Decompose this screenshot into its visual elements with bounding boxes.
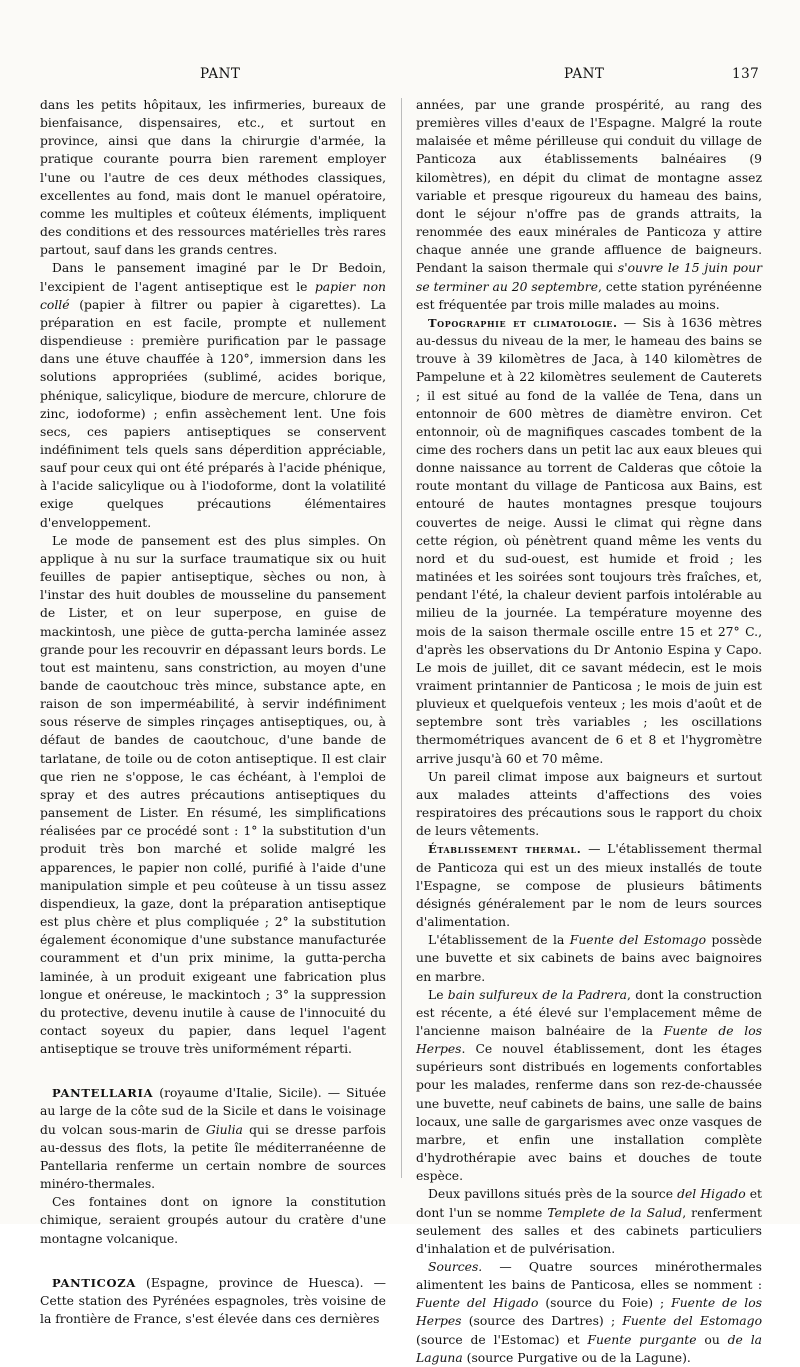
page-number: 137 (732, 66, 760, 82)
section-sources: Sources. — Quatre sources minérothermales alimentent les bains de Panticosa, elles se nomment : Fuente del Higado (source du Foie) ; Fuente de los Herpes (source des Dartres) ; Fuente del Estomago (source de l'Estomac) et Fuente purgante ou de la Laguna (source Purgative ou de la Lagune). (416, 1260, 763, 1365)
paragraph: L'établissement de la Fuente del Estomago possède une buvette et six cabinets de bains avec baignoires en marbre. (416, 933, 762, 984)
emphasis: s'ouvre le 15 juin pour se terminer au 20 septembre (416, 261, 762, 294)
section-heading: Topographie et climatologie. (428, 315, 618, 330)
paragraph: Le bain sulfureux de la Padrera, dont la construction est récente, a été élevé sur l'emplacement même de l'ancienne maison balnéaire de la Fuente de los Herpes. Ce nouvel établissement, dont les étages supérieurs sont distribués en logements confortables pour les malades, renferme dans son rez-de-chaussée une buvette, neuf cabinets de bains, une salle de bains locaux, une salle de gargarismes avec onze vasques de marbre, et enfin une installation complète d'hydrothérapie avec bains et douches de toute espèce. (416, 987, 762, 1184)
section-establishment: Établissement thermal. — L'établissement thermal de Panticoza qui est un des mieux installés de toute l'Espagne, se compose de plusieurs bâtiments désignés généralement par le nom de leurs sources d'alimentation. (416, 842, 762, 930)
emphasis: Giulia (205, 1122, 243, 1137)
right-column (416, 96, 762, 1367)
entry-headword: PANTELLARIA (52, 1086, 154, 1101)
paragraph: Ces fontaines dont on ignore la constitution chimique, seraient groupés autour du cratère d'une montagne volcanique. (40, 1195, 386, 1246)
emphasis: Fuente del Estomago (569, 933, 707, 948)
paragraph: Dans le pansement imaginé par le Dr Bedoin, l'excipient de l'agent antiseptique est le papier non collé (papier à filtrer ou papier à cigarettes). La préparation en est facile, prompte et nullement dispendieuse : première purification par le passage dans une étuve chauffée à 120°, immersion dans les solutions appropriées (sublimé, acides borique, phénique, salicylique, biodure de mercure, chlorure de zinc, iodoforme) ; enfin assèchement lent. Une fois secs, ces papiers antiseptiques se conservent indéfiniment tels quels sans déperdition appréciable, sauf pour ceux qui ont été préparés à l'acide phénique, à l'acide salicylique ou à l'iodoforme, dont la volatilité exige quelques précautions élémentaires d'enveloppement. (40, 261, 386, 530)
emphasis: del Higado (677, 1187, 746, 1202)
paragraph: dans les petits hôpitaux, les infirmeries, bureaux de bienfaisance, dispensaires, etc., et surtout en province, ainsi que dans la chirurgie d'armée, la pratique courante pourra bien rarement employer l'une ou l'autre de ces deux méthodes classiques, excellentes au fond, mais dont le manuel opératoire, comme les multiples et coûteux éléments, impliquent des conditions et des ressources matérielles très rares partout, sauf dans les grands centres. (40, 98, 386, 258)
paragraph: Un pareil climat impose aux baigneurs et surtout aux malades atteints d'affections des voies respiratoires des précautions sous le rapport du choix de leurs vêtements. (416, 769, 762, 839)
left-column (40, 96, 386, 1328)
section-topography: Topographie et climatologie. — Sis à 1636 mètres au-dessus du niveau de la mer, le hameau des bains se trouve à 39 kilomètres de Jaca, à 140 kilomètres de Pampelune et à 22 kilomètres seulement de Cauterets ; il est situé au fond de la vallée de Tena, dans un entonnoir de 600 mètres de diamètre environ. Cet entonnoir, où de magnifiques cascades tombent de la cime des rochers dans un petit lac aux eaux bleues qui donne naissance au torrent de Calderas que côtoie la route montant du village de Panticosa aux Bains, est entouré de hautes montagnes presque toujours couvertes de neige. Aussi le climat qui règne dans cette région, où pénètrent quand même les vents du nord et du sud-ouest, est humide et froid ; les matinées et les soirées sont toujours très fraîches, et, pendant l'été, la chaleur devient parfois intolérable au milieu de la journée. La température moyenne des mois de la saison thermale oscille entre 15 et 27° C., d'après les observations du Dr Antonio Espina y Capo. Le mois de juillet, dit ce savant médecin, est le mois vraiment printannier de Panticosa ; le mois de juin est pluvieux et quelquefois venteux ; les mois d'août et de septembre sont très variables ; les oscillations thermométriques avancent de 6 et 8 et l'hygromètre arrive jusqu'à 60 et 70 même. (416, 315, 762, 766)
paragraph: Deux pavillons situés près de la source del Higado et dont l'un se nomme Templete de la Salud, renferment seulement des salles et des cabinets particuliers d'inhalation et de pulvérisation. (416, 1187, 763, 1256)
running-head-right: PANT (564, 66, 605, 82)
emphasis: bain sulfureux de la Padrera (447, 987, 627, 1002)
paragraph: Le mode de pansement est des plus simples. On applique à nu sur la surface traumatique six ou huit feuilles de papier antiseptique, sèches ou non, à l'instar des huit doubles de mousseline du pansement de Lister, et on leur superpose, en guise de mackintosh, une pièce de gutta-percha laminée assez grande pour les recouvrir en dépassant leurs bords. Le tout est maintenu, sans constriction, au moyen d'une bande de caoutchouc très mince, substance apte, en raison de son imperméabilité, à servir indéfiniment sous réserve de simples rinçages antiseptiques, ou, à défaut de bandes de caoutchouc, d'une bande de tarlatane, de toile ou de coton antiseptique. Il est clair que rien ne s'oppose, le cas échéant, à l'emploi de spray et des autres précautions antiseptiques du pansement de Lister. En résumé, les simplifications réalisées par ce procédé sont : 1° la substitution d'un produit très bon marché et solide malgré les apparences, le papier non collé, purifié à l'aide d'une manipulation simple et peu coûteuse à un tissu assez dispendieux, la gaze, dont la préparation antiseptique est plus chère et plus compliquée ; 2° la substitution également économique d'une substance manufacturée couramment et d'un prix minime, la gutta-percha laminée, à un produit exigeant une fabrication plus longue et onéreuse, le mackintoch ; 3° la suppression du protective, devenu inutile à cause de l'innocuité du contact soyeux du papier, dans lequel l'agent antiseptique se trouve très uniformément réparti. (40, 533, 386, 1057)
emphasis: Fuente purgante (587, 1332, 697, 1347)
column-divider (401, 98, 402, 1178)
section-heading: Établissement thermal. (428, 842, 582, 857)
running-head-left: PANT (200, 66, 241, 82)
paragraph: années, par une grande prospérité, au rang des premières villes d'eaux de l'Espagne. Malgré la route malaisée et même périlleuse qui conduit du village de Panticoza aux établissements balnéaires (9 kilomètres), en dépit du climat de montagne assez variable et presque rigoureux du hameau des bains, dont le séjour n'offre pas de grands attraits, la renommée des eaux minérales de Panticoza y attire chaque année une grande affluence de baigneurs. Pendant la saison thermale qui s'ouvre le 15 juin pour se terminer au 20 septembre, cette station pyrénéenne est fréquentée par trois mille malades au moins. (416, 98, 762, 312)
emphasis: Fuente del Estomago (622, 1314, 762, 1329)
emphasis: Fuente de los Herpes (416, 1023, 762, 1057)
emphasis: Fuente del Higado (416, 1296, 539, 1311)
emphasis: Fuente de los Herpes (416, 1296, 762, 1329)
section-heading: Sources. (428, 1260, 483, 1274)
emphasis: papier non collé (40, 279, 386, 312)
entry-pantellaria: PANTELLARIA (royaume d'Italie, Sicile). — Située au large de la côte sud de la Sicile et dans le voisinage du volcan sous-marin de Giulia qui se dresse parfois au-dessus des flots, la petite île méditerranéenne de Pantellaria renferme un certain nombre de sources minéro-thermales. (40, 1086, 386, 1192)
emphasis: Templete de la Salud (547, 1205, 683, 1220)
emphasis: de la Laguna (416, 1332, 763, 1365)
entry-panticoza: PANTICOZA (Espagne, province de Huesca). — Cette station des Pyrénées espagnoles, très voisine de la frontière de France, s'est élevée dans ces dernières (40, 1275, 386, 1326)
entry-headword: PANTICOZA (52, 1275, 136, 1290)
